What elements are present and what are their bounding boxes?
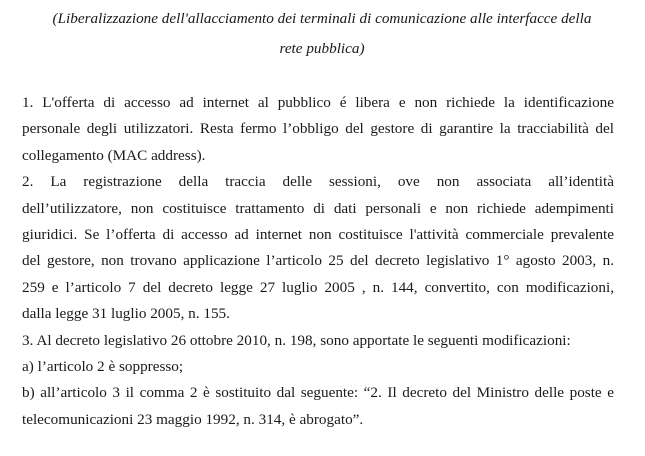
heading-line-1: (Liberalizzazione dell'allacciamento dei terminali di comunicazione alle interfacce della (52, 10, 592, 27)
paragraph-line: 2. La registrazione della traccia delle sessioni, ove non associata all’identità (22, 173, 614, 191)
paragraph-line: dalla legge 31 luglio 2005, n. 155. (22, 305, 230, 323)
paragraph-line: del gestore, non trovano applicazione l’articolo 25 del decreto legislativo 1° agosto 2003, n. (22, 252, 614, 270)
paragraph-line: 1. L'offerta di accesso ad internet al pubblico é libera e non richiede la identificazione (22, 94, 614, 111)
paragraph-line: 3. Al decreto legislativo 26 ottobre 2010, n. 198, sono apportate le seguenti modificazioni: (22, 331, 571, 349)
paragraph-3 (22, 328, 614, 354)
paragraph-3b (22, 380, 614, 433)
paragraph-line: a) l’articolo 2 è soppresso; (22, 358, 184, 376)
paragraph-line: giuridici. Se l’offerta di accesso ad internet non costituisce l'attività commerciale prevalente (22, 226, 614, 244)
article-body (22, 90, 614, 433)
paragraph-line: 259 e l’articolo 7 del decreto legge 27 luglio 2005 , n. 144, convertito, con modificazioni, (22, 278, 614, 296)
paragraph-line: personale degli utilizzatori. Resta fermo l’obbligo del gestore di garantire la tracciabilità del (22, 120, 614, 138)
paragraph-line: telecomunicazioni 23 maggio 1992, n. 314, è abrogato”. (22, 410, 364, 428)
paragraph-line: dell’utilizzatore, non costituisce trattamento di dati personali e non richiede adempimenti (22, 199, 614, 217)
article-heading (22, 4, 622, 64)
paragraph-3a (22, 354, 614, 380)
paragraph-line: collegamento (MAC address). (22, 146, 206, 164)
paragraph-1 (22, 90, 614, 169)
heading-line-2: rete pubblica) (279, 40, 365, 57)
paragraph-line: b) all’articolo 3 il comma 2 è sostituito dal seguente: “2. Il decreto del Ministro delle poste e (22, 384, 614, 402)
paragraph-2 (22, 169, 614, 327)
